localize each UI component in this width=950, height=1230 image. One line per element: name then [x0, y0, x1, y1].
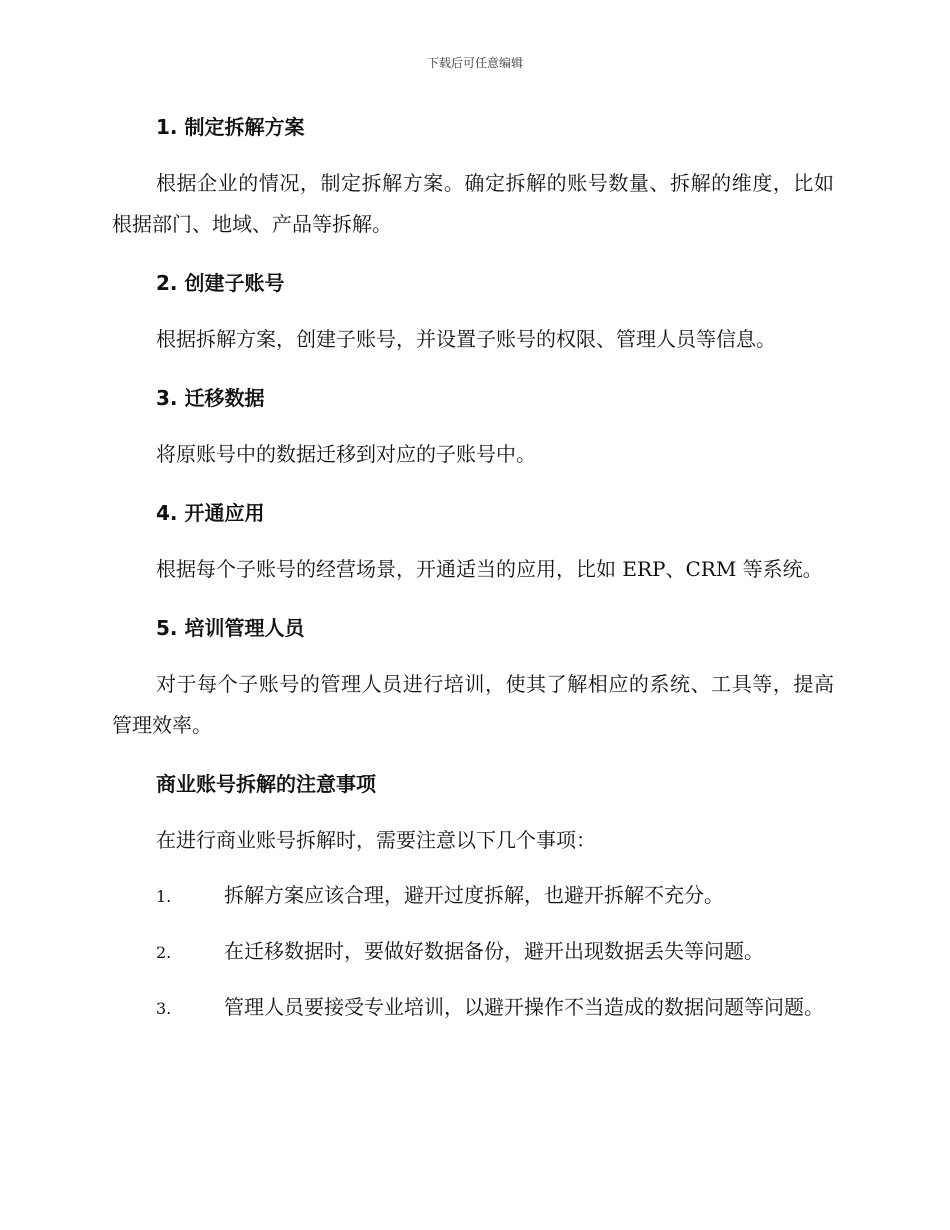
- list-item-number: 3.: [156, 999, 172, 1018]
- notes-intro: 在进行商业账号拆解时，需要注意以下几个事项：: [156, 828, 596, 852]
- section-paragraph-3: 将原账号中的数据迁移到对应的子账号中。: [156, 442, 536, 466]
- page-header: 下载后可任意编辑: [426, 56, 523, 70]
- list-item-text: 拆解方案应该合理，避开过度拆解，也避开拆解不充分。: [224, 883, 724, 907]
- section-paragraph-5: 对于每个子账号的管理人员进行培训，使其了解相应的系统、工具等，提高管理效率。: [112, 672, 834, 737]
- list-item-text: 在迁移数据时，要做好数据备份，避开出现数据丢失等问题。: [224, 939, 764, 963]
- document-body: [112, 111, 834, 1029]
- list-item-number: 2.: [156, 943, 172, 962]
- notes-heading: 商业账号拆解的注意事项: [156, 772, 376, 796]
- section-paragraph-2: 根据拆解方案，创建子账号，并设置子账号的权限、管理人员等信息。: [156, 327, 776, 351]
- section-heading-3: 3. 迁移数据: [156, 386, 265, 410]
- list-item-number: 1.: [156, 887, 172, 906]
- section-heading-5: 5. 培训管理人员: [156, 616, 305, 640]
- list-item: [112, 931, 834, 973]
- list-item: [112, 875, 834, 917]
- section-heading-4: 4. 开通应用: [156, 501, 265, 525]
- section-paragraph-4: 根据每个子账号的经营场景，开通适当的应用，比如 ERP、CRM 等系统。: [156, 557, 823, 581]
- section-paragraph-1: 根据企业的情况，制定拆解方案。确定拆解的账号数量、拆解的维度，比如根据部门、地域、产品等拆解。: [112, 171, 834, 236]
- list-item-text: 管理人员要接受专业培训，以避开操作不当造成的数据问题等问题。: [224, 995, 824, 1019]
- section-heading-1: 1. 制定拆解方案: [156, 115, 305, 139]
- section-heading-2: 2. 创建子账号: [156, 271, 285, 295]
- list-item: [112, 987, 834, 1029]
